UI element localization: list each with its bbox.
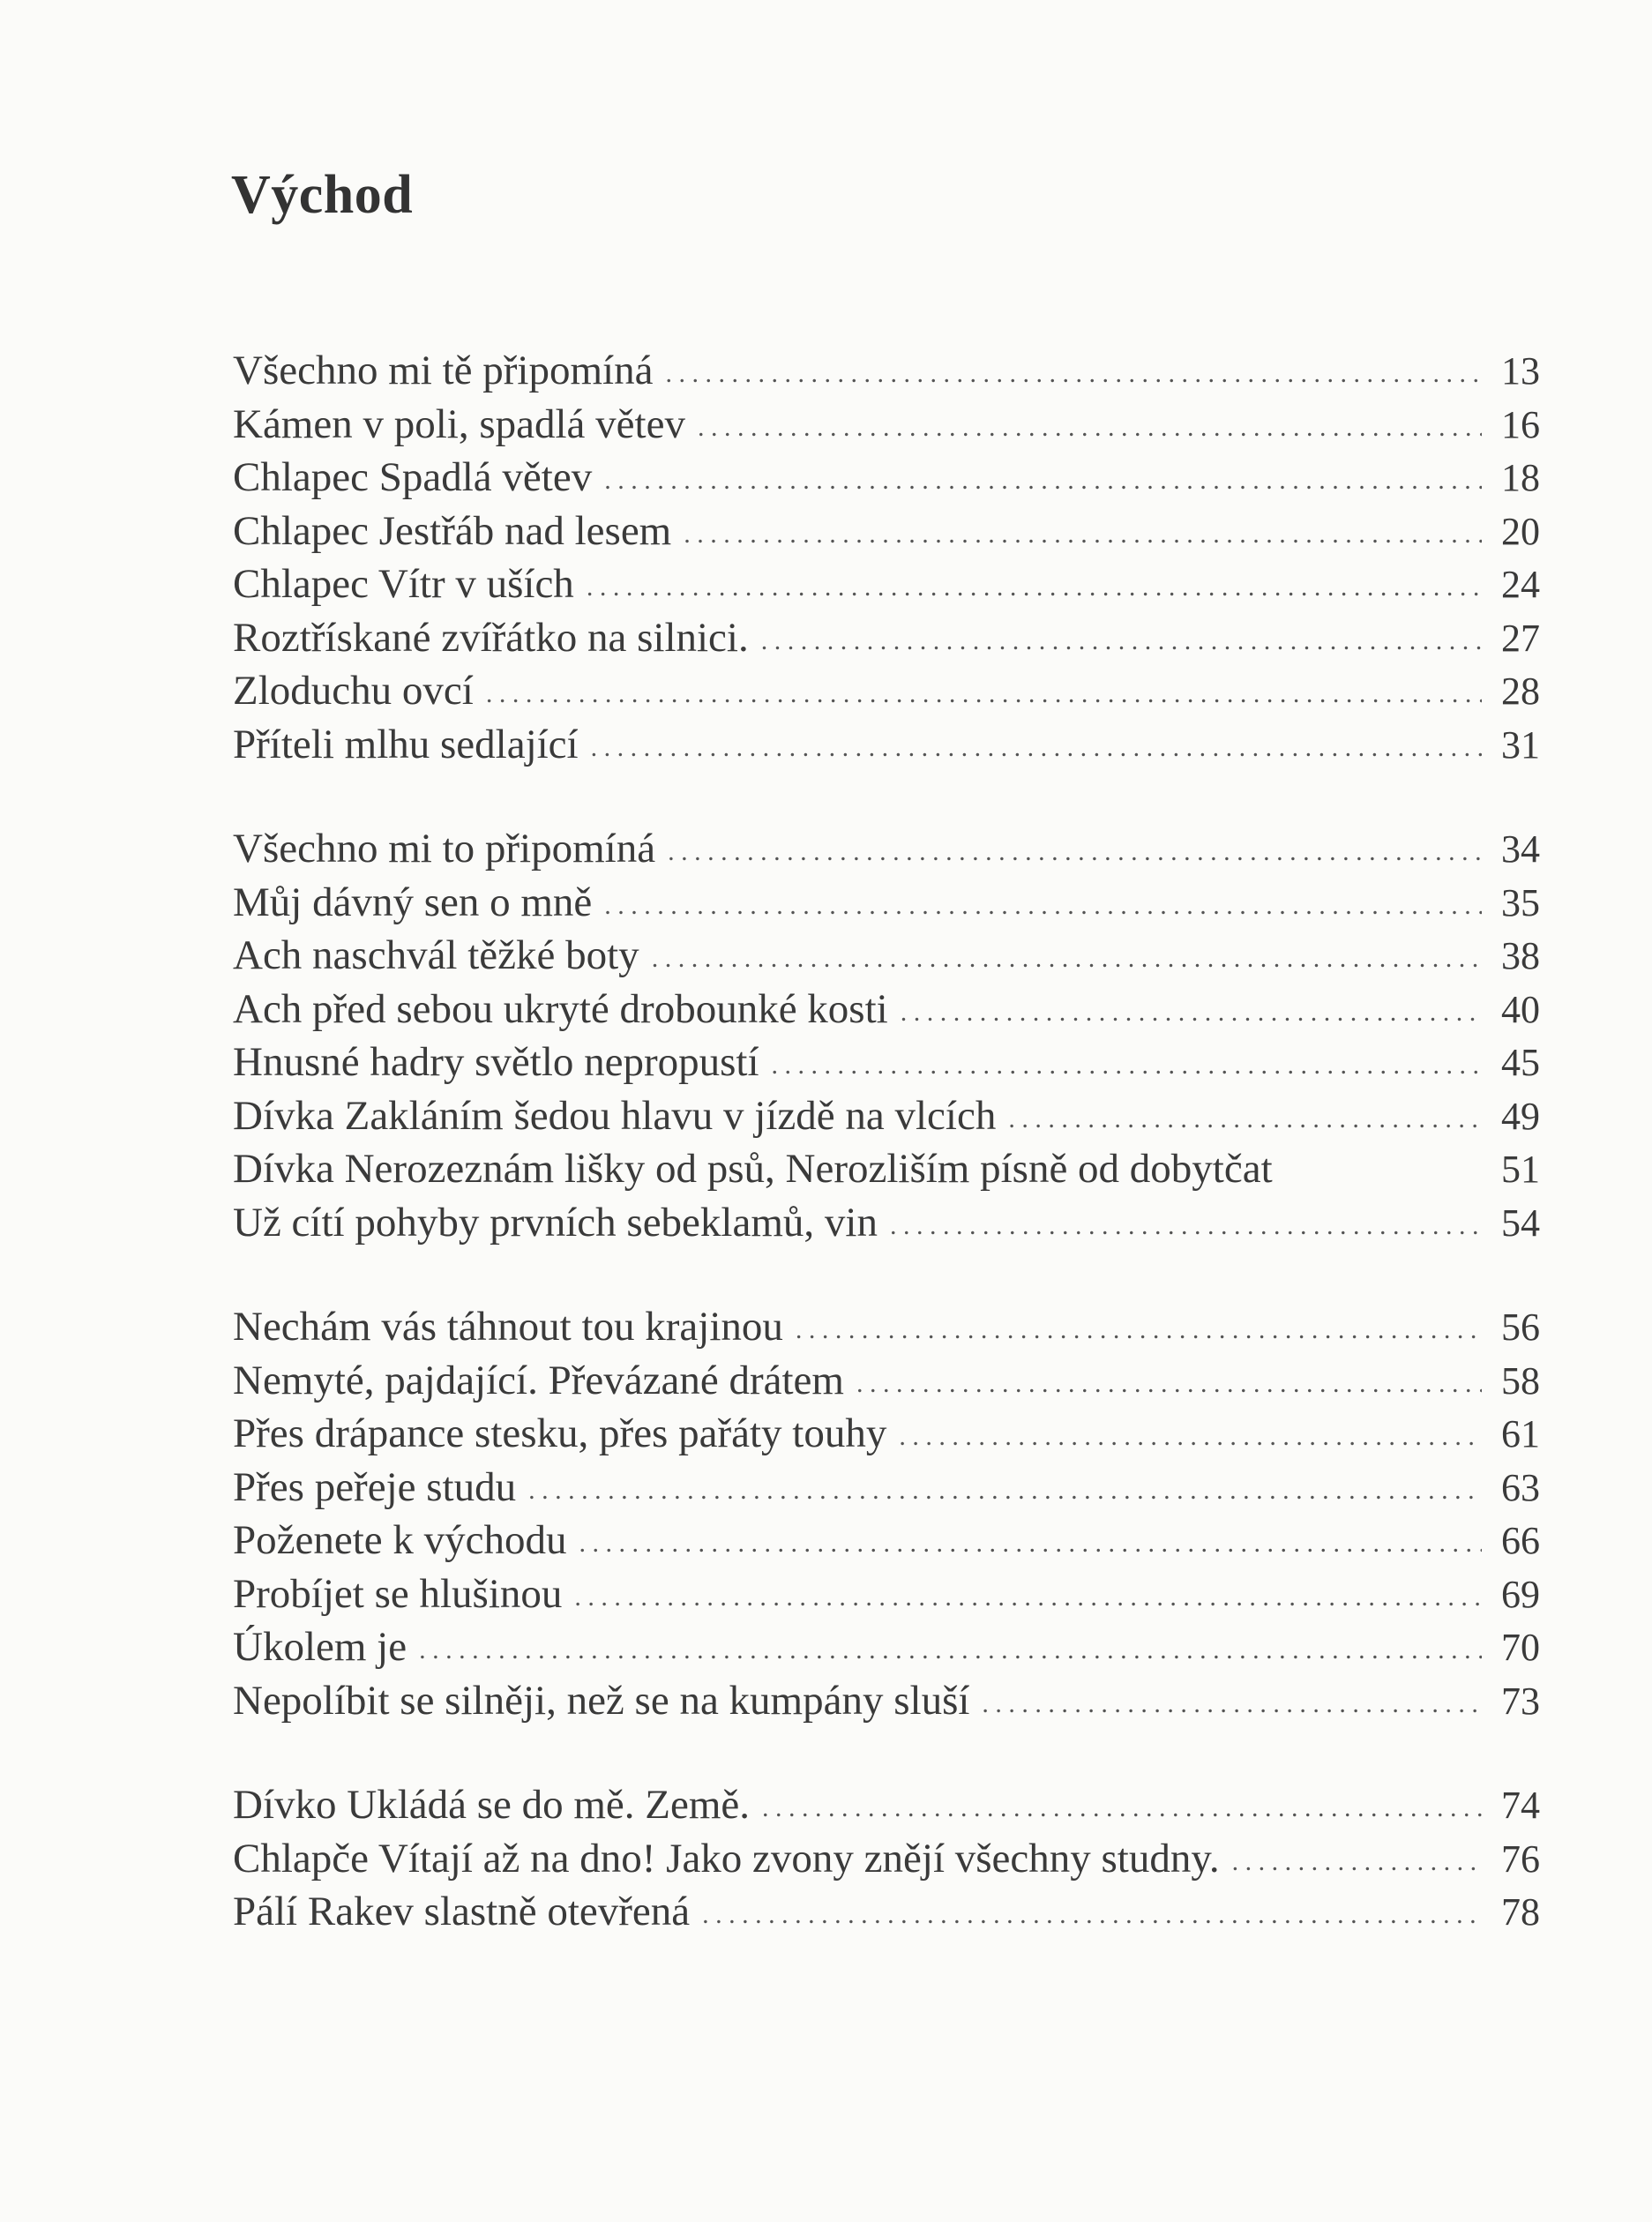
toc-entry (233, 1300, 1540, 1354)
toc-entry (233, 1354, 1540, 1408)
toc-entry-title: Poženete k východu (233, 1517, 567, 1563)
dot-leader (761, 615, 1482, 668)
dot-leader (652, 932, 1482, 985)
toc-entry (233, 1620, 1540, 1674)
toc-entry (233, 1196, 1540, 1250)
toc-entry (233, 1142, 1540, 1196)
toc-entry-title: Už cítí pohyby prvních sebeklamů, vin (233, 1199, 878, 1246)
dot-leader (684, 508, 1482, 561)
toc-entry-title: Příteli mlhu sedlající (233, 721, 579, 767)
toc-entry-page-number: 69 (1501, 1572, 1540, 1616)
toc-section (233, 344, 1540, 771)
dot-leader (856, 1358, 1482, 1410)
toc-section (233, 822, 1540, 1249)
dot-leader (579, 1517, 1482, 1570)
dot-leader (528, 1464, 1482, 1517)
toc-entry (233, 929, 1540, 983)
toc-entry-page-number: 54 (1501, 1201, 1540, 1245)
toc-entry-title: Chlapec Jestřáb nad lesem (233, 507, 672, 554)
toc-entry-title: Přes peřeje studu (233, 1463, 517, 1510)
dot-leader (604, 879, 1482, 932)
toc-entry-title: Probíjet se hlušinou (233, 1570, 563, 1617)
toc-entry-page-number: 56 (1501, 1306, 1540, 1349)
dot-leader (587, 561, 1482, 614)
toc-entry (233, 1567, 1540, 1621)
dot-leader (1008, 1093, 1482, 1146)
toc-entry-title: Ach před sebou ukryté drobounké kosti (233, 985, 888, 1032)
toc-entry-page-number: 45 (1501, 1041, 1540, 1084)
dot-leader (698, 401, 1482, 454)
toc-entry-title: Úkolem je (233, 1624, 407, 1670)
dot-leader (762, 1782, 1482, 1835)
toc-entry (233, 1407, 1540, 1461)
dot-leader (1232, 1836, 1482, 1889)
toc-entry (233, 1778, 1540, 1832)
dot-leader (668, 826, 1482, 879)
toc-entry-page-number: 73 (1501, 1679, 1540, 1723)
toc-entry-page-number: 63 (1501, 1465, 1540, 1509)
toc-entry-page-number: 31 (1501, 722, 1540, 767)
toc-entry (233, 1832, 1540, 1886)
toc-entry-page-number: 70 (1501, 1626, 1540, 1669)
toc-entry (233, 1674, 1540, 1728)
toc-entry-page-number: 61 (1501, 1412, 1540, 1455)
toc-entry-title: Dívka Zakláním šedou hlavu v jízdě na vlcích (233, 1092, 997, 1139)
toc-entry-page-number: 58 (1501, 1358, 1540, 1403)
toc-entry-title: Zloduchu ovcí (233, 668, 474, 714)
toc-entry-page-number: 35 (1501, 880, 1540, 924)
dot-leader (772, 1039, 1482, 1092)
toc-entry (233, 876, 1540, 930)
toc-entry-title: Dívka Nerozeznám lišky od psů, Nerozliším písně od dobytčat (233, 1146, 1273, 1192)
toc-entry-page-number: 49 (1501, 1094, 1540, 1138)
toc-entry-page-number: 66 (1501, 1519, 1540, 1562)
toc-section (233, 1778, 1540, 1939)
toc-entry (233, 451, 1540, 505)
toc-entry (233, 664, 1540, 718)
toc-entry (233, 344, 1540, 398)
toc-entry-page-number: 38 (1501, 934, 1540, 977)
dot-leader (702, 1889, 1482, 1941)
toc-entry-page-number: 28 (1501, 670, 1540, 713)
toc-entry (233, 822, 1540, 876)
table-of-contents (233, 344, 1540, 1990)
dot-leader (419, 1624, 1482, 1677)
toc-entry-title: Chlapče Vítají až na dno! Jako zvony znějí všechny studny. (233, 1835, 1220, 1882)
toc-entry-title: Dívko Ukládá se do mě. Země. (233, 1782, 751, 1828)
toc-entry-title: Nemyté, pajdající. Převázané drátem (233, 1357, 844, 1403)
toc-entry-page-number: 78 (1501, 1890, 1540, 1934)
toc-entry-page-number: 20 (1501, 509, 1540, 553)
toc-entry-page-number: 27 (1501, 616, 1540, 660)
toc-entry (233, 557, 1540, 611)
toc-entry-title: Ach naschvál těžké boty (233, 932, 639, 978)
toc-entry (233, 611, 1540, 665)
toc-entry-title: Můj dávný sen o mně (233, 879, 593, 925)
toc-entry (233, 1885, 1540, 1939)
toc-entry-page-number: 34 (1501, 827, 1540, 871)
dot-leader (574, 1571, 1482, 1624)
dot-leader (901, 986, 1482, 1039)
dot-leader (604, 454, 1482, 507)
page-title: Východ (231, 165, 414, 225)
toc-entry-title: Hnusné hadry světlo nepropustí (233, 1039, 759, 1085)
toc-entry-title: Chlapec Spadlá větev (233, 454, 593, 500)
dot-leader (982, 1678, 1482, 1731)
toc-entry-page-number: 24 (1501, 563, 1540, 606)
toc-entry (233, 1514, 1540, 1567)
dot-leader (890, 1200, 1482, 1253)
toc-entry (233, 398, 1540, 452)
toc-entry-page-number: 16 (1501, 402, 1540, 446)
toc-entry (233, 505, 1540, 558)
dot-leader (899, 1410, 1482, 1463)
dot-leader (591, 722, 1482, 774)
toc-entry-page-number: 74 (1501, 1784, 1540, 1827)
toc-entry-title: Nepolíbit se silněji, než se na kumpány sluší (233, 1677, 970, 1724)
toc-entry (233, 718, 1540, 772)
dot-leader (486, 668, 1482, 721)
toc-entry-page-number: 40 (1501, 987, 1540, 1031)
toc-entry-title: Roztřískané zvířátko na silnici. (233, 614, 749, 661)
toc-entry-title: Pálí Rakev slastně otevřená (233, 1889, 691, 1934)
toc-entry-title: Nechám vás táhnout tou krajinou (233, 1304, 783, 1350)
toc-entry-page-number: 51 (1501, 1148, 1540, 1191)
toc-entry-title: Kámen v poli, spadlá větev (233, 400, 685, 447)
toc-entry-title: Všechno mi to připomíná (233, 826, 656, 872)
dot-leader (796, 1304, 1482, 1357)
toc-entry-page-number: 18 (1501, 456, 1540, 499)
toc-entry-page-number: 76 (1501, 1837, 1540, 1881)
toc-entry-title: Přes drápance stesku, přes pařáty touhy (233, 1410, 887, 1456)
toc-entry (233, 1036, 1540, 1089)
dot-leader (665, 348, 1482, 400)
toc-entry (233, 1089, 1540, 1143)
toc-section (233, 1300, 1540, 1727)
toc-entry (233, 1461, 1540, 1515)
toc-entry (233, 983, 1540, 1036)
toc-entry-title: Všechno mi tě připomíná (233, 348, 654, 393)
toc-entry-page-number: 13 (1501, 349, 1540, 393)
toc-entry-title: Chlapec Vítr v uších (233, 561, 574, 607)
